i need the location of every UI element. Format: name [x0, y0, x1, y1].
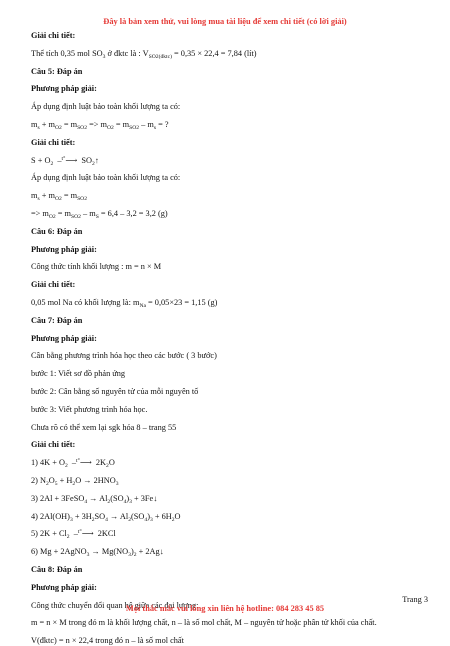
text-line: bước 2: Cân bằng số nguyên tử của mỗi nguyên tố [31, 387, 199, 396]
text-line: => $m_{O2} = m_{SO2} - m_S = 6,4 - 3,2 = 3,2$ (g) [31, 209, 168, 220]
text-line: Chưa rõ có thể xem lại sgk hóa 8 – trang 55 [31, 422, 177, 432]
text-line: 4) $2Al(OH)_3 + 3H_2SO_4 \to Al_2(SO_4)_3 + 6H_2O$ [31, 511, 181, 523]
text-line: 5) $2K + Cl_2$ –$^{t^\circ}$⟶ 2KCl [31, 529, 116, 541]
section-heading: Câu 5: Đáp án [31, 66, 83, 76]
preview-notice-banner: Đây là bản xem thử, vui lòng mua tài liệu để xem chi tiết (có lời giải) [103, 17, 347, 26]
text-line: 1) $4K + O_2$ –$^{t^\circ}$⟶ $2K_2O$ [31, 458, 115, 470]
section-heading: Phương pháp giải: [31, 582, 97, 592]
text-line: $m_s + m_{O2} = m_{SO2}$ [31, 191, 88, 203]
text-line: bước 1: Viết sơ đồ phản ứng [31, 369, 126, 379]
text-line: $S + O_2$ –$^{t^\circ}$⟶ $SO_2↑$ [31, 155, 99, 167]
text-line: 0,05 mol Na có khối lượng là: $m_{Na} = 0,05\times 23 = 1,15$ (g) [31, 298, 218, 309]
section-heading: Phương pháp giải: [31, 244, 97, 254]
section-heading: Phương pháp giải: [31, 333, 97, 343]
hotline-banner: Mọi thắc mắc vui lòng xin liên hệ hotline: 084 283 45 85 [125, 604, 325, 613]
text-line: V(đktc) = n × 22,4 trong đó n – là số mol chất [31, 636, 184, 646]
section-heading: Giải chi tiết: [31, 440, 76, 450]
text-line: m = n × M trong đó m là khối lượng chất, n – là số mol chất, M – nguyên tử hoặc phân tử khối của chất. [31, 618, 377, 628]
section-heading: Câu 8: Đáp án [31, 565, 83, 574]
text-line: $m_s + m_{O2} = m_{SO2} => m_{O2} = m_{SO2} - m_s$ = ? [31, 120, 169, 131]
section-heading: Giải chi tiết: [31, 31, 76, 40]
text-line: Thể tích 0,35 mol $SO_3$ ở đktc là : $V_{SO2(đktc)} = 0,35 \times 22,4 = 7,84$ (lít) [31, 48, 257, 60]
text-line: 6) Mg + 2AgNO$_3$ → $Mg(NO_3)_2$ + 2Ag↓ [31, 547, 164, 559]
page-number: Trang 3 [402, 595, 428, 604]
section-heading: Câu 7: Đáp án [31, 315, 83, 325]
text-line: Áp dụng định luật bảo toàn khối lượng ta có: [31, 102, 181, 112]
text-line: Công thức tính khối lượng : m = n × M [31, 262, 162, 272]
section-heading: Câu 6: Đáp án [31, 226, 83, 236]
text-line: 2) $N_2O_5 + H_2O \to 2HNO_3$ [31, 476, 119, 487]
section-heading: Phương pháp giải: [31, 84, 97, 94]
text-line: Cân bằng phương trình hóa học theo các bước ( 3 bước) [31, 351, 217, 361]
text-line: bước 3: Viết phương trình hóa học. [31, 404, 148, 414]
text-line: Công thức chuyển đổi quan hệ giữa các đại lượng: [31, 600, 199, 610]
text-line: Áp dụng định luật bảo toàn khối lượng ta có: [31, 173, 181, 183]
section-heading: Giải chi tiết: [31, 280, 76, 290]
text-line: 3) 2Al + 3FeSO$_4$ → $Al_2(SO_4)_3$ + 3Fe↓ [31, 493, 158, 505]
section-heading: Giải chi tiết: [31, 137, 76, 147]
